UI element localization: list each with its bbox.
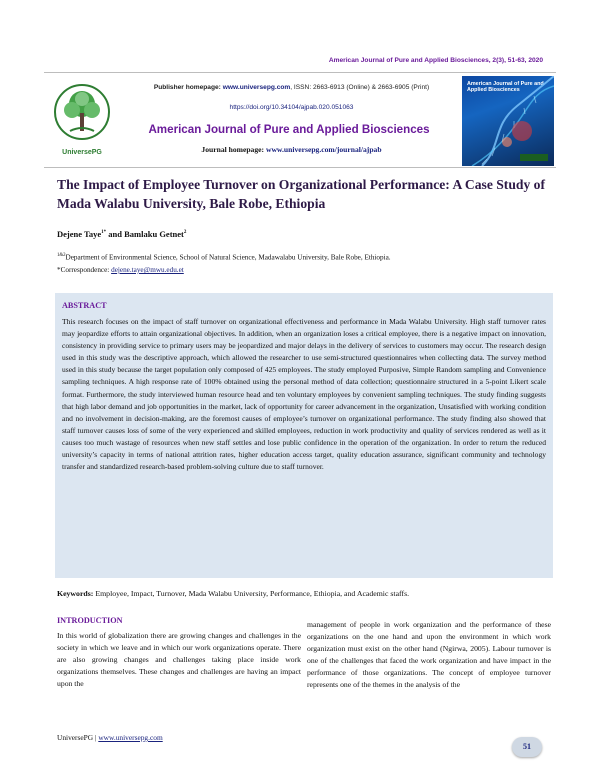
publisher-label: Publisher homepage: <box>153 84 221 91</box>
intro-left-text: In this world of globalization there are growing changes and challenges in the society in which we leave and in which our work organizations operate. There are also growing changes and challenges taking place inside work organizations themselves. These changes and challenges are having an impact upon the <box>57 631 301 689</box>
author-line <box>57 229 186 239</box>
doi-link[interactable]: https://doi.org/10.34104/ajpab.020.051063 <box>229 104 354 111</box>
author-1: Dejene Taye <box>57 229 102 239</box>
affiliation <box>57 253 391 261</box>
journal-home-label: Journal homepage: <box>201 145 265 154</box>
keywords <box>57 589 552 598</box>
keywords-label: Keywords: <box>57 589 94 598</box>
author-1-affil: 1* <box>101 230 107 236</box>
abstract-text: This research focuses on the impact of staff turnover on organizational effectiveness and performance in Mada Walabu University. High staff turnover rates may jeopardize efforts to attain organizational objectives. In addition, when an organization loses a critical employee, there is a negative impact on innovation, consistency in providing service to primary users may be jeopardized and major delays in the delivery of services to customers may occur. The research design used in this study was the descriptive approach, which allowed the researcher to use semi-structured questionnaires when collecting data. The survey method used in this study because the target population only composed of 425 employees. The study employed Purposive, Simple Random sampling and Convenience sampling techniques. A high response rate of 100% obtained using the personal method of data collection; questionnaire structured in a 5-point Likert scale format. Furthermore, the study interviewed human resource head and ten voluntary employees by convenient sampling techniques. The study finding suggests that high labor demand and job opportunities in the market, lack of opportunity for career advancement in the organization, Unsatisfied with working condition and no involvement in decision-making, are the foremost causes of employee’s turnover on organizational performance. The study finding also showed that staff turnover causes loss of some of the very experienced and skilled employees, reduction in work productivity and quality of services rendered as well as it causes too much wastage of resources when new staff settles and lose public confidence in the operation of the organization. In order to return the reduced university’s capacity in terms of national attrition rates, higher education access target, quality education assurance, significant community and technology transfer and standardized research-based problem-solving culture due to staff turnover. <box>62 317 546 472</box>
journal-name: American Journal of Pure and Applied Biosciences <box>148 123 430 136</box>
logo-text: UniversePG <box>62 149 102 156</box>
issn-text: , ISSN: 2663-6913 (Online) & 2663-6905 (Print) <box>290 84 430 91</box>
intro-right-column <box>307 619 551 692</box>
dna-helix-icon <box>462 76 554 166</box>
tree-logo-icon <box>52 79 112 149</box>
footer-url[interactable]: www.universepg.com <box>98 733 163 742</box>
intro-left-column <box>57 615 301 691</box>
author-2: Bamlaku Getnet <box>124 229 184 239</box>
universepg-logo <box>52 79 112 161</box>
keywords-text: Employee, Impact, Turnover, Mada Walabu University, Performance, Ethiopia, and Academic staffs. <box>93 589 410 598</box>
running-head: American Journal of Pure and Applied Biosciences, 2(3), 51-63, 2020 <box>328 57 543 64</box>
author-2-affil: 2 <box>183 230 187 236</box>
correspondence-label: *Correspondence: <box>57 266 112 274</box>
correspondence <box>57 266 184 274</box>
cover-title: American Journal of Pure and Applied Biosciences <box>467 81 544 94</box>
intro-right-text: management of people in work organization and the performance of these organizations on the one hand and upon the environment in which work organization must exist on the other hand (Ngirwa, 2005). Labour turnover is one of the challenges that faced the work organization and have impact in the performance of those organizations. The concept of employee turnover represents one of the themes in the analysis of the <box>307 620 551 690</box>
correspondence-email[interactable]: dejene.taye@mwu.edu.et <box>111 266 184 274</box>
affiliation-text: Department of Environmental Science, School of Natural Science, Madawalabu University, Bale Robe, Ethiopia. <box>65 253 391 262</box>
journal-masthead <box>44 72 556 168</box>
affiliation-marker: 1&2 <box>57 253 66 258</box>
abstract-heading: ABSTRACT <box>62 301 107 310</box>
publisher-url[interactable]: www.universepg.com <box>222 84 291 91</box>
page-footer <box>57 733 163 742</box>
introduction-heading: INTRODUCTION <box>57 616 123 625</box>
abstract-box <box>55 293 553 578</box>
article-title: The Impact of Employee Turnover on Organizational Performance: A Case Study of Mada Walabu University, Bale Robe, Ethiopia <box>57 177 545 211</box>
footer-publisher: UniversePG | <box>57 733 99 742</box>
journal-home-url[interactable]: www.universepg.com/journal/ajpab <box>265 145 382 154</box>
journal-homepage-line <box>124 145 459 154</box>
page-number: 51 <box>512 737 542 757</box>
journal-cover-image <box>462 76 554 166</box>
publisher-line <box>124 84 459 91</box>
author-and: and <box>106 229 125 239</box>
